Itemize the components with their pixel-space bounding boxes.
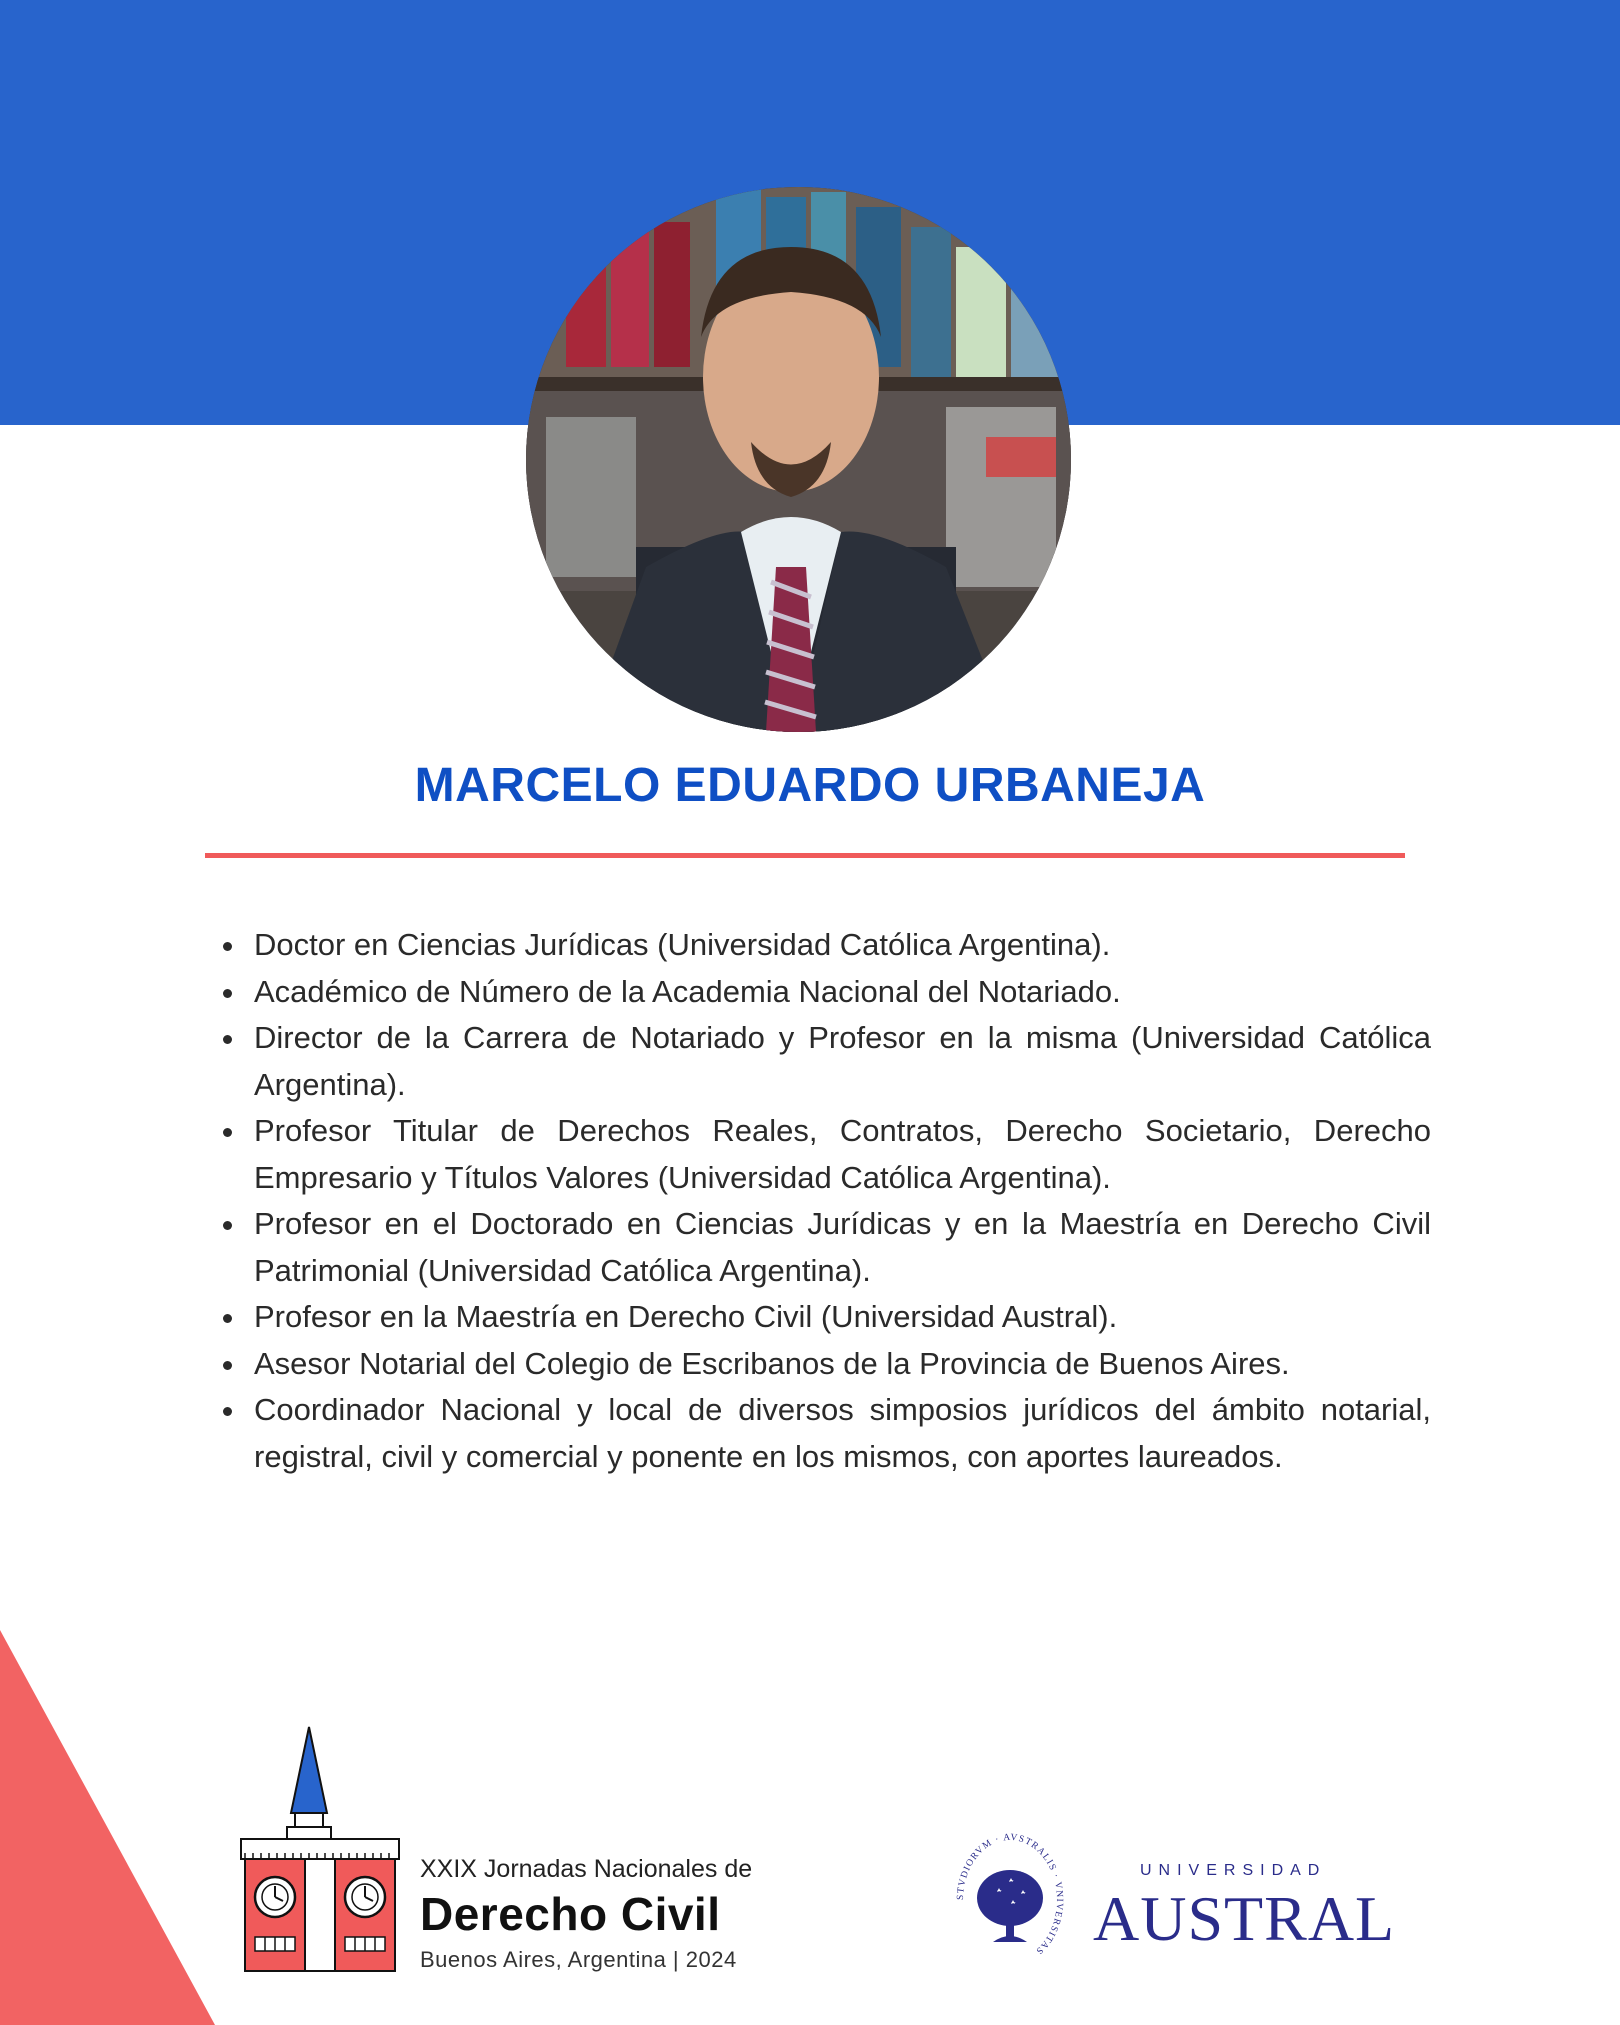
bio-item: • Asesor Notarial del Colegio de Escribanos de la Provincia de Buenos Aires. (248, 1341, 1431, 1388)
divider-line (205, 853, 1405, 858)
bio-item: • Coordinador Nacional y local de diversos simposios jurídicos del ámbito notarial, registral, civil y comercial y ponente en los mismos, con aportes laureados. (248, 1387, 1431, 1480)
speaker-photo (526, 187, 1071, 732)
bio-item: • Académico de Número de la Academia Nacional del Notariado. (248, 969, 1431, 1016)
jornadas-edition-text: XXIX Jornadas Nacionales de (420, 1855, 753, 1883)
austral-seal-icon (945, 1822, 1075, 1977)
clock-tower-icon (235, 1725, 405, 1975)
red-corner-triangle (0, 1630, 215, 2025)
jornadas-location-text: Buenos Aires, Argentina | 2024 (420, 1947, 737, 1972)
bio-item: • Profesor en la Maestría en Derecho Civil (Universidad Austral). (248, 1294, 1431, 1341)
speaker-name: MARCELO EDUARDO URBANEJA (414, 759, 1206, 812)
austral-name: AUSTRAL (1093, 1883, 1396, 1954)
bio-item: • Doctor en Ciencias Jurídicas (Universidad Católica Argentina). (248, 922, 1431, 969)
jornadas-logo (235, 1725, 805, 1975)
bio-item: • Director de la Carrera de Notariado y Profesor en la misma (Universidad Católica Argentina). (248, 1015, 1431, 1108)
austral-university-label: UNIVERSIDAD (1140, 1862, 1327, 1879)
bio-item: • Profesor Titular de Derechos Reales, Contratos, Derecho Societario, Derecho Empresario y Títulos Valores (Universidad Católica Argentina). (248, 1108, 1431, 1201)
jornadas-title-text: Derecho Civil (420, 1888, 721, 1940)
bio-list (210, 922, 1431, 1480)
bio-item: • Profesor en el Doctorado en Ciencias Jurídicas y en la Maestría en Derecho Civil Patrimonial (Universidad Católica Argentina). (248, 1201, 1431, 1294)
seal-text: STVDIORVM · AVSTRALIS · VNIVERSITAS (955, 1832, 1065, 1957)
universidad-austral-logo (945, 1822, 1405, 1977)
